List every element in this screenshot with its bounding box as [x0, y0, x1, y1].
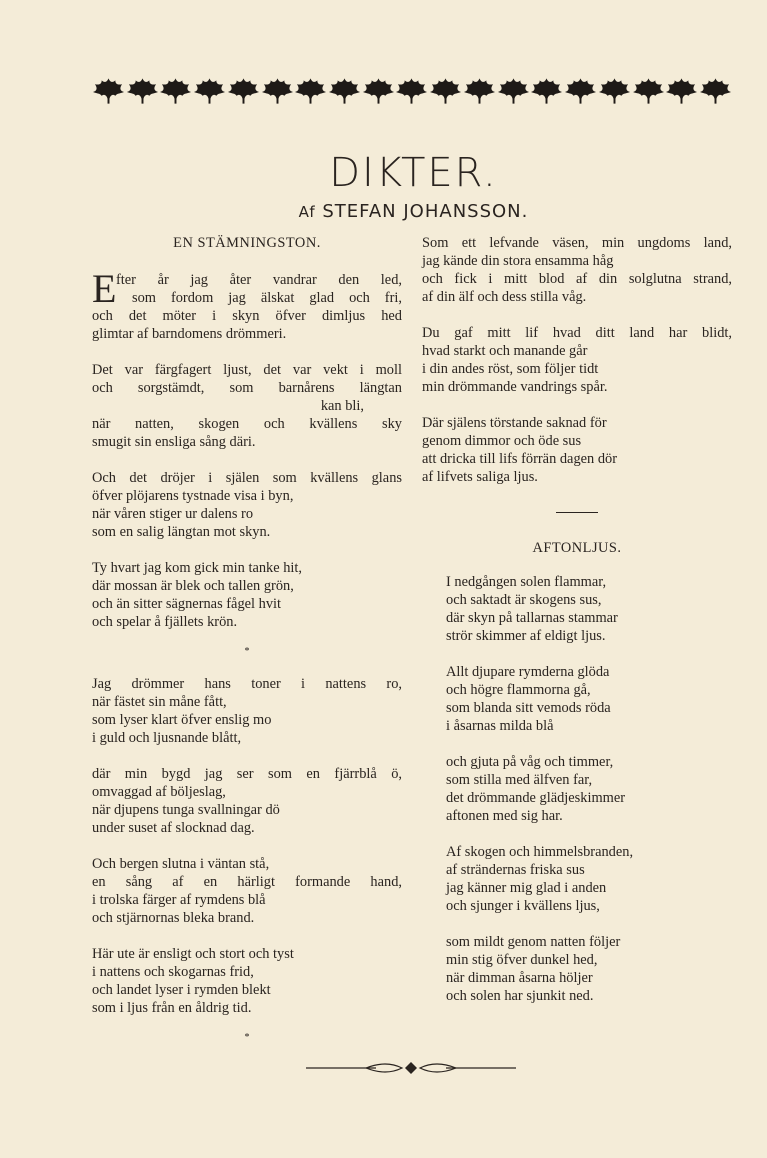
verse-line: i guld och ljusnande blått,: [92, 730, 242, 746]
verse-line: Jag drömmer hans toner i nattens ro,: [92, 676, 402, 692]
leaf-ornament-icon: [632, 76, 665, 106]
verse-line: min drömmande vandrings spår.: [422, 379, 608, 395]
leaf-ornament-icon: [497, 76, 530, 106]
poem-title-aftonljus: AFTONLJUS.: [532, 540, 622, 556]
verse-line: när natten, skogen och kvällens sky: [92, 416, 402, 432]
verse-line: Här ute är ensligt och stort och tyst: [92, 946, 294, 962]
verse-line: och stjärnornas bleka brand.: [92, 910, 255, 926]
verse-line: som stilla med älfven far,: [446, 772, 593, 788]
stanza: [92, 469, 402, 541]
verse-line: Allt djupare rymderna glöda: [446, 664, 610, 680]
verse-line: som i ljus från en åldrig tid.: [92, 1000, 252, 1016]
verse-line: och högre flammorna gå,: [446, 682, 591, 698]
verse-line: af lifvets saliga ljus.: [422, 469, 538, 485]
stanza: [92, 361, 402, 451]
verse-line: i trolska färger af rymdens blå: [92, 892, 266, 908]
stanza: [422, 753, 732, 825]
leaf-ornament-icon: [193, 76, 226, 106]
verse-line: fter år jag åter vandrar den led,: [116, 272, 402, 288]
verse-line: Du gaf mitt lif hvad ditt land har blidt,: [422, 325, 732, 341]
verse-line: och solen har sjunkit ned.: [446, 988, 594, 1004]
section-separator: *: [244, 646, 250, 657]
verse-line: I nedgången solen flammar,: [446, 574, 607, 590]
verse-line: min stig öfver dunkel hed,: [446, 952, 598, 968]
leaf-ornament-icon: [92, 76, 125, 106]
verse-line: glimtar af barndomens drömmeri.: [92, 326, 287, 342]
verse-line: och sjunger i kvällens ljus,: [446, 898, 600, 914]
stanza: [422, 234, 732, 306]
verse-line: af strändernas friska sus: [446, 862, 585, 878]
drop-cap: E: [92, 266, 117, 311]
stanza: [422, 414, 732, 486]
verse-line: Det var färgfagert ljust, det var vekt i moll: [92, 362, 402, 378]
verse-line: Af skogen och himmelsbranden,: [446, 844, 634, 860]
verse-line: en sång af en härligt formande hand,: [92, 874, 402, 890]
verse-line: och landet lyser i rymden blekt: [92, 982, 271, 998]
stanza: [92, 765, 402, 837]
stanza: [92, 266, 402, 343]
verse-line: Och det dröjer i själen som kvällens glans: [92, 470, 402, 486]
leaf-ornament-icon: [395, 76, 428, 106]
verse-line: hvad starkt och manande går: [422, 343, 588, 359]
stanza: [92, 945, 402, 1017]
stanza: [92, 675, 402, 747]
leaf-ornament-icon: [227, 76, 260, 106]
verse-line: i åsarnas milda blå: [446, 718, 554, 734]
stanza: [422, 843, 732, 915]
verse-line: under suset af slocknad dag.: [92, 820, 255, 836]
verse-line: och än sitter sägnernas fågel hvit: [92, 596, 282, 612]
stanza: [422, 663, 732, 735]
verse-line: öfver plöjarens tystnade visa i byn,: [92, 488, 294, 504]
byline-author: STEFAN JOHANSSON.: [322, 201, 529, 222]
verse-line: när våren stiger ur dalens ro: [92, 506, 254, 522]
left-column: [92, 234, 402, 1045]
verse-line: som blanda sitt vemods röda: [446, 700, 611, 716]
verse-line: Ty hvart jag kom gick min tanke hit,: [92, 560, 303, 576]
verse-line: och fick i mitt blod af din solglutna strand,: [422, 271, 732, 287]
verse-line: som lyser klart öfver enslig mo: [92, 712, 272, 728]
verse-line: där skyn på tallarnas stammar: [446, 610, 618, 626]
verse-line: att dricka till lifs förrän dagen dör: [422, 451, 618, 467]
verse-line: som en salig längtan mot skyn.: [92, 524, 271, 540]
page-title: DIKTER.: [329, 150, 498, 196]
verse-line: af din älf och dess stilla våg.: [422, 289, 587, 305]
leaf-ornament-icon: [463, 76, 496, 106]
author-byline: [0, 201, 767, 222]
leaf-ornament-icon: [564, 76, 597, 106]
verse-line: som fordom jag älskat glad och fri,: [132, 290, 402, 306]
stanza: [422, 573, 732, 645]
verse-line: omvaggad af böljeslag,: [92, 784, 226, 800]
verse-line: där min bygd jag ser som en fjärrblå ö,: [92, 766, 402, 782]
leaf-ornament-icon: [530, 76, 563, 106]
verse-line: och det möter i skyn öfver dimljus hed: [92, 308, 402, 324]
stanza: [92, 855, 402, 927]
poem-title-stamningston: EN STÄMNINGSTON.: [173, 235, 321, 251]
verse-line: kan bli,: [320, 398, 364, 414]
leaf-ornament-icon: [362, 76, 395, 106]
divider-rule: [556, 512, 598, 513]
verse-line: som mildt genom natten följer: [446, 934, 621, 950]
verse-line: och gjuta på våg och timmer,: [446, 754, 614, 770]
verse-line: där mossan är blek och tallen grön,: [92, 578, 294, 594]
verse-line: och sorgstämdt, som barnårens längtan: [92, 380, 402, 396]
leaf-ornament-icon: [699, 76, 732, 106]
verse-line: Och bergen slutna i väntan stå,: [92, 856, 270, 872]
verse-line: Som ett lefvande väsen, min ungdoms land,: [422, 235, 732, 251]
verse-line: och spelar å fjällets krön.: [92, 614, 238, 630]
leaf-ornament-icon: [328, 76, 361, 106]
verse-line: när dimman åsarna höljer: [446, 970, 593, 986]
verse-line: i nattens och skogarnas frid,: [92, 964, 254, 980]
verse-line: strör skimmer af eldigt ljus.: [446, 628, 606, 644]
stanza: [422, 324, 732, 396]
leaf-ornament-icon: [294, 76, 327, 106]
verse-line: när djupens tunga svallningar dö: [92, 802, 280, 818]
leaf-ornament-border: [92, 74, 732, 108]
end-separator: *: [244, 1032, 250, 1043]
leaf-ornament-icon: [429, 76, 462, 106]
verse-line: genom dimmor och öde sus: [422, 433, 582, 449]
leaf-ornament-icon: [261, 76, 294, 106]
verse-line: i din andes röst, som följer tidt: [422, 361, 599, 377]
stanza: [92, 559, 402, 631]
verse-line: det drömmande glädjeskimmer: [446, 790, 626, 806]
byline-prefix: Af: [298, 203, 316, 221]
leaf-ornament-icon: [126, 76, 159, 106]
verse-line: jag känner mig glad i anden: [446, 880, 607, 896]
leaf-ornament-icon: [665, 76, 698, 106]
verse-line: smugit sin ensliga sång däri.: [92, 434, 256, 450]
leaf-ornament-icon: [159, 76, 192, 106]
flourish-ornament-icon: [306, 1058, 516, 1078]
verse-line: när fästet sin måne fått,: [92, 694, 227, 710]
verse-line: aftonen med sig har.: [446, 808, 563, 824]
right-column: [422, 234, 732, 1005]
verse-line: jag kände din stora ensamma håg: [422, 253, 614, 269]
verse-line: Där själens törstande saknad för: [422, 415, 607, 431]
stanza: [422, 933, 732, 1005]
verse-line: och saktadt är skogens sus,: [446, 592, 602, 608]
leaf-ornament-icon: [598, 76, 631, 106]
